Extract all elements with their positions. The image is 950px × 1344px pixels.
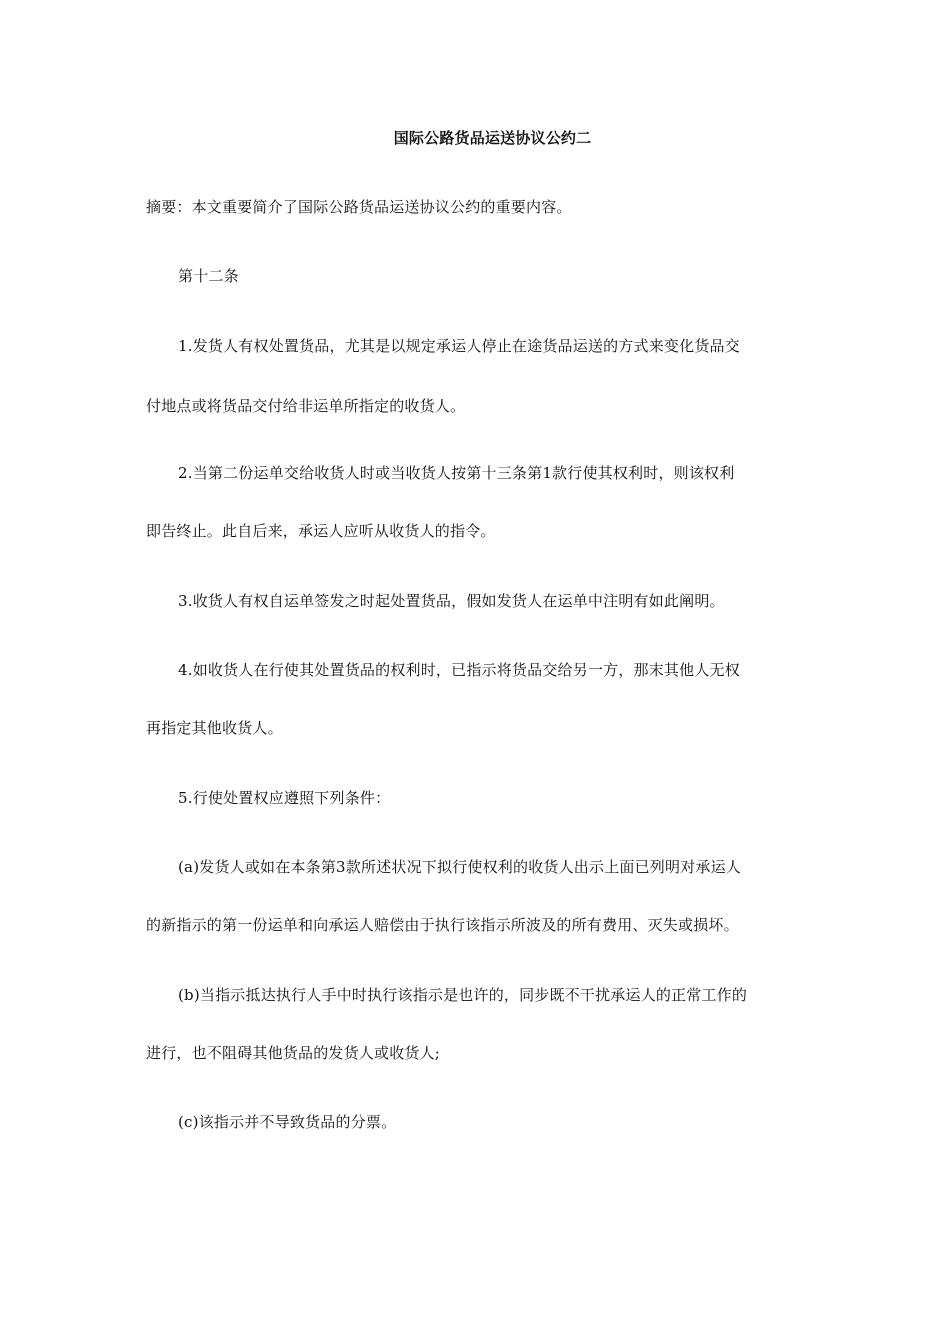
paragraph-line: 进行，也不阻碍其他货品的发货人或收货人; [146, 1044, 441, 1062]
paragraph-line: 的新指示的第一份运单和向承运人赔偿由于执行该指示所波及的所有费用、灭失或损坏。 [146, 916, 739, 934]
paragraph-line: 再指定其他收货人。 [146, 719, 283, 737]
paragraph-line: 5.行使处置权应遵照下列条件： [178, 789, 391, 807]
paragraph-line: 付地点或将货品交付给非运单所指定的收货人。 [146, 397, 466, 415]
paragraph-line: (b)当指示抵达执行人手中时执行该指示是也许的，同步既不干扰承运人的正常工作的 [178, 986, 748, 1004]
paragraph-line: (c)该指示并不导致货品的分票。 [178, 1113, 397, 1131]
document-title: 国际公路货品运送协议公约二 [393, 129, 592, 147]
paragraph-line: 3.收货人有权自运单签发之时起处置货品，假如发货人在运单中注明有如此阐明。 [178, 592, 725, 610]
article-heading: 第十二条 [178, 267, 239, 285]
paragraph-line: 即告终止。此自后来，承运人应听从收货人的指令。 [146, 522, 496, 540]
paragraph-line: 2.当第二份运单交给收货人时或当收货人按第十三条第1款行使其权利时，则该权利 [178, 464, 735, 482]
paragraph-line: 1.发货人有权处置货品，尤其是以规定承运人停止在途货品运送的方式来变化货品交 [178, 337, 740, 355]
abstract-text: 摘要：本文重要简介了国际公路货品运送协议公约的重要内容。 [146, 198, 572, 216]
paragraph-line: (a)发货人或如在本条第3款所述状况下拟行使权利的收货人出示上面已列明对承运人 [178, 858, 741, 876]
paragraph-line: 4.如收货人在行使其处置货品的权利时，已指示将货品交给另一方，那末其他人无权 [178, 661, 740, 679]
